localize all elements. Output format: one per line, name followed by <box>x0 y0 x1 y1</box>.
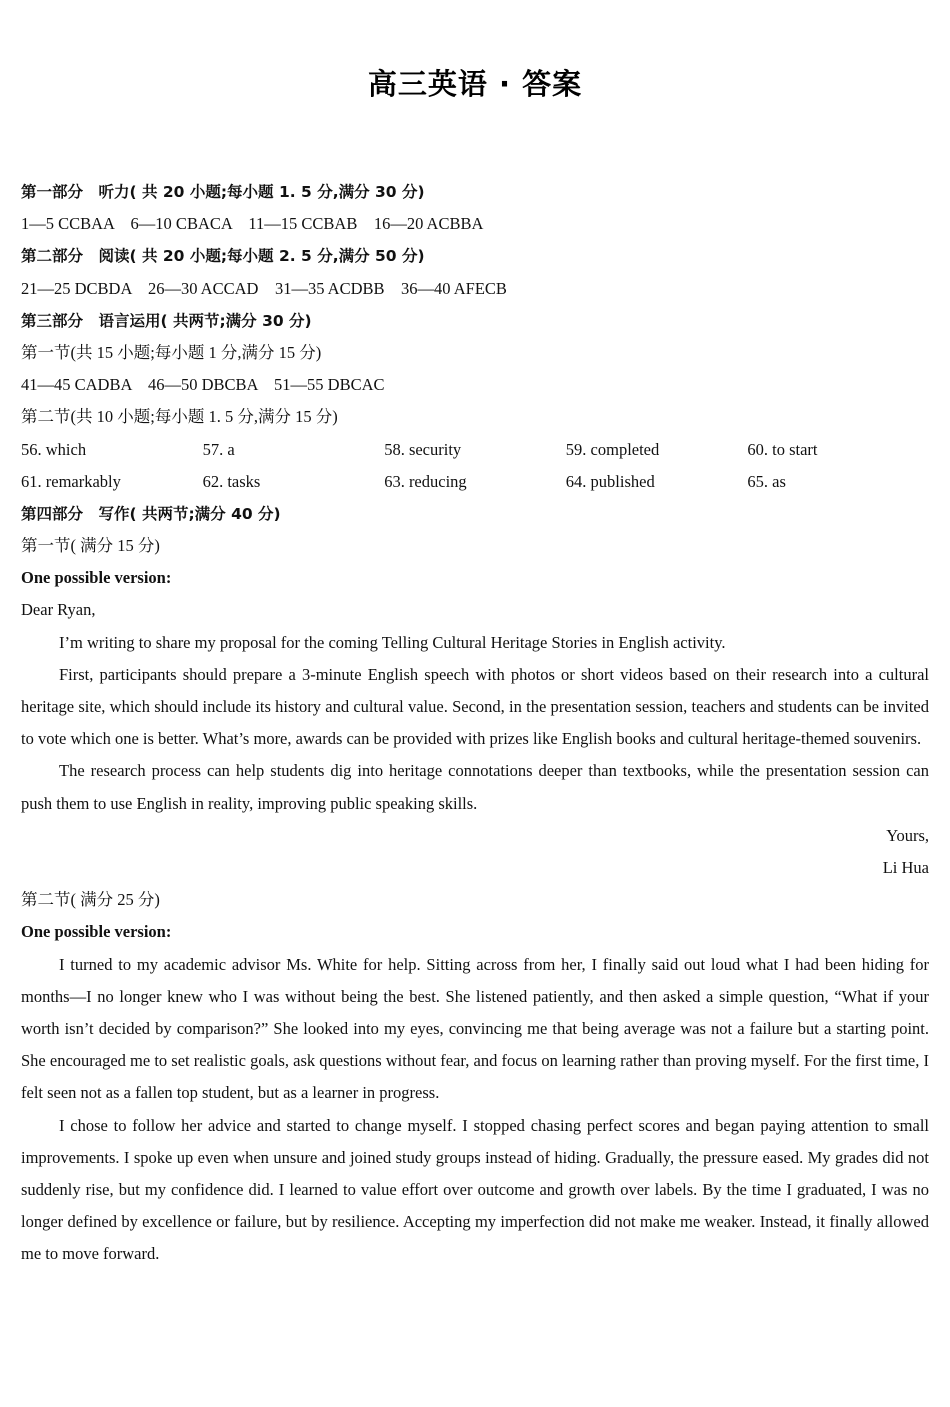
letter-paragraph: I’m writing to share my proposal for the coming Telling Cultural Heritage Stories in English activity. <box>59 632 726 652</box>
fill-in-answer: 63. reducing <box>384 471 467 491</box>
part4-heading: 第四部分 写作( 共两节;满分 40 分) <box>21 504 281 523</box>
fill-in-answers-row-2 <box>21 466 929 498</box>
page-title: 高三英语 · 答案 <box>367 67 583 101</box>
fill-in-answers-row-1 <box>21 434 929 466</box>
part1-answers: 1—5 CCBAA 6—10 CBACA 11—15 CCBAB 16—20 ACBBA <box>21 214 484 234</box>
story-paragraph: I chose to follow her advice and started to change myself. I stopped chasing perfect scores and began paying attention to small improvements. I spoke up even when unsure and joined study groups instead of hiding. Gradually, the pressure eased. My grades did not suddenly rise, but my confidence did. I learned to value effort over outcome and growth over labels. By the time I graduated, I was no longer defined by excellence or failure, but by resilience. Accepting my imperfection did not make me weaker. Instead, it finally allowed me to move forward. <box>21 1115 929 1264</box>
part4-section2-heading: 第二节( 满分 25 分) <box>21 890 160 910</box>
answer-content <box>21 176 929 1271</box>
part1-heading: 第一部分 听力( 共 20 小题;每小题 1. 5 分,满分 30 分) <box>21 183 425 201</box>
section1-version-label: One possible version: <box>21 568 172 588</box>
fill-in-answer: 65. as <box>747 471 786 491</box>
letter-signature: Li Hua <box>882 858 929 878</box>
letter-closing: Yours, <box>886 825 929 845</box>
fill-in-answer: 56. which <box>21 439 87 459</box>
letter-paragraph: First, participants should prepare a 3-minute English speech with photos or short videos based on their research into a cultural heritage site, which should include its history and cultural value. Second, in the presentation session, teachers and students can be invited to vote which one is better. What’s more, awards can be provided with prizes like English books and cultural heritage-themed souvenirs. <box>21 664 929 749</box>
fill-in-answer: 62. tasks <box>202 471 261 491</box>
part3-heading: 第三部分 语言运用( 共两节;满分 30 分) <box>21 311 312 330</box>
fill-in-answer: 64. published <box>565 471 655 491</box>
part4-section1-heading: 第一节( 满分 15 分) <box>21 536 160 556</box>
fill-in-answer: 59. completed <box>565 439 660 459</box>
part3-section1-answers: 41—45 CADBA 46—50 DBCBA 51—55 DBCAC <box>21 375 385 395</box>
part3-section1-heading: 第一节(共 15 小题;每小题 1 分,满分 15 分) <box>21 342 322 362</box>
fill-in-answer: 61. remarkably <box>21 471 121 491</box>
part2-heading: 第二部分 阅读( 共 20 小题;每小题 2. 5 分,满分 50 分) <box>21 247 425 266</box>
letter-salutation: Dear Ryan, <box>21 600 96 620</box>
story-paragraph: I turned to my academic advisor Ms. White for help. Sitting across from her, I finally said out loud what I had been hiding for months—I no longer knew who I was without being the best. She listened patiently, and then asked a simple question, “What if your worth isn’t decided by comparison?” She looked into my eyes, convincing me that being average was not a failure but a starting point. She encouraged me to set realistic goals, ask questions without fear, and focus on learning rather than proving myself. For the first time, I felt seen not as a fallen top student, but as a learner in progress. <box>21 954 929 1103</box>
letter-paragraph: The research process can help students dig into heritage connotations deeper than textbooks, while the presentation session can push them to use English in reality, improving public speaking skills. <box>21 761 929 813</box>
section2-version-label: One possible version: <box>21 922 172 942</box>
part2-answers: 21—25 DCBDA 26—30 ACCAD 31—35 ACDBB 36—40 AFECB <box>21 278 507 298</box>
fill-in-answer: 60. to start <box>747 439 818 459</box>
fill-in-answer: 57. a <box>202 439 235 459</box>
fill-in-answer: 58. security <box>384 439 462 459</box>
part3-section2-heading: 第二节(共 10 小题;每小题 1. 5 分,满分 15 分) <box>21 407 338 427</box>
